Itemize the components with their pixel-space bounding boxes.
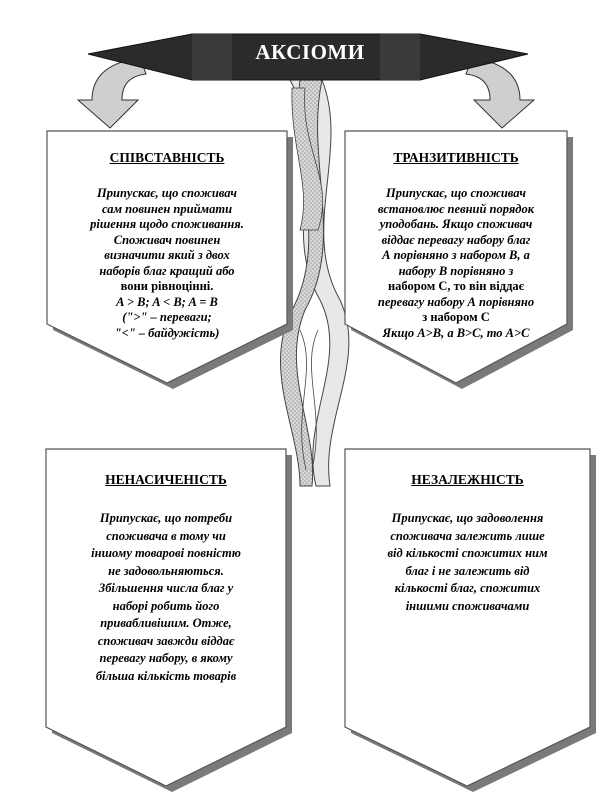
heading-independence: НЕЗАЛЕЖНІСТЬ (411, 472, 524, 487)
text-line: уподобань. Якщо споживач (379, 217, 533, 231)
text-line: Припускає, що задоволення (391, 511, 544, 525)
text-line: Споживач повинен (113, 232, 221, 247)
text-line: кількості благ, спожитих (394, 581, 541, 595)
text-line: споживача залежить лише (390, 528, 545, 543)
text-line: перевагу набору, в якому (99, 651, 233, 665)
heading-transitivity: ТРАНЗИТИВНІСТЬ (393, 150, 519, 165)
text-line: визначити який з двох (104, 248, 230, 262)
text-line: вони рівноцінні. (120, 279, 214, 293)
box-bottom-right (345, 449, 590, 786)
text-line: благ і не залежить від (405, 563, 530, 578)
formula-line: Якщо A>B, а B>C, то A>C (382, 325, 530, 340)
right-curved-arrow-icon (466, 58, 534, 128)
text-line: Припускає, що споживач (386, 186, 526, 200)
text-comparability (52, 186, 282, 341)
text-line: привабливішим. Отже, (100, 616, 232, 630)
diagram-title: АКСІОМИ (255, 40, 365, 64)
text-line: набором С, то він віддає (387, 279, 525, 293)
text-nonsatiation (50, 510, 282, 685)
text-line: Припускає, що потреби (99, 511, 233, 525)
text-line: наборі робить його (112, 598, 220, 613)
heading-nonsatiation: НЕНАСИЧЕНІСТЬ (105, 472, 227, 487)
text-line: Припускає, що споживач (97, 186, 237, 200)
text-line: встановлює певний порядок (377, 201, 535, 216)
text-line: віддає перевагу набору благ (381, 232, 531, 247)
formula-line: A > B; A < B; A = B (116, 294, 218, 309)
text-line: наборів благ кращий або (99, 263, 235, 278)
text-independence (348, 510, 587, 615)
text-line: сам повинен приймати (101, 201, 233, 216)
text-line: споживач завжди віддає (97, 633, 235, 648)
text-line: перевагу набору А порівняно (377, 294, 535, 309)
text-line: "<" – байдужість) (114, 325, 220, 340)
text-line: А порівняно з набором В, а (382, 248, 530, 262)
text-line: іншими споживачами (405, 598, 530, 613)
text-line: Збільшення числа благ у (98, 581, 234, 595)
text-line: іншому товарові повністю (91, 546, 241, 560)
text-line: набору В порівняно з (398, 263, 514, 278)
text-line: споживача в тому чи (106, 528, 226, 543)
text-line: більша кількість товарів (95, 668, 237, 683)
text-transitivity (347, 186, 565, 341)
text-line: з набором С (422, 310, 490, 324)
text-line: не задовольняються. (108, 563, 224, 578)
heading-comparability: СПІВСТАВНІСТЬ (109, 150, 225, 165)
text-line: (">" – переваги; (122, 310, 212, 324)
left-curved-arrow-icon (78, 58, 146, 128)
text-line: від кількості спожитих ним (387, 546, 548, 560)
text-line: рішення щодо споживання. (90, 217, 244, 231)
